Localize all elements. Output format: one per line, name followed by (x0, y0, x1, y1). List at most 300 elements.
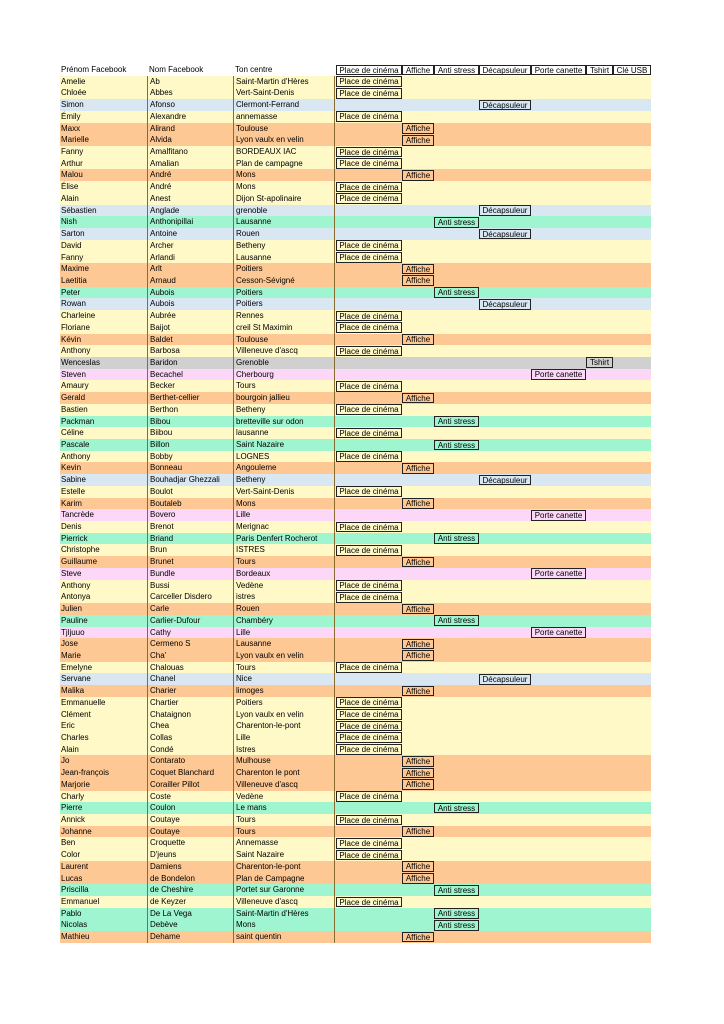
prize-cell: Décapsuleur (479, 475, 531, 486)
table-row (60, 169, 651, 181)
center-cell: Lyon vaulx en velin (233, 650, 335, 662)
center-cell: Charenton-le-pont (233, 861, 335, 873)
header-cinema: Place de cinéma (336, 65, 402, 76)
last-name-cell: Baijot (147, 322, 233, 334)
center-cell: Le mans (233, 802, 335, 814)
table-row (60, 462, 651, 474)
table-row (60, 87, 651, 99)
last-name-cell: Cermeno S (147, 638, 233, 650)
table-row (60, 134, 651, 146)
center-cell: Betheny (233, 404, 335, 416)
center-cell: Cesson-Sévigné (233, 275, 335, 287)
table-row (60, 767, 651, 779)
table-row (60, 439, 651, 451)
last-name-cell: Chea (147, 720, 233, 732)
prize-cell: Place de cinéma (336, 744, 402, 755)
first-name-cell: Nicolas (61, 920, 88, 930)
center-cell: creil St Maximin (233, 322, 335, 334)
prize-cell: Place de cinéma (336, 322, 402, 333)
prize-cell: Place de cinéma (336, 732, 402, 743)
table-row (60, 685, 651, 697)
center-cell: Lyon vaulx en velin (233, 709, 335, 721)
center-cell: Lyon vaulx en velin (233, 134, 335, 146)
last-name-cell: Boutaleb (147, 498, 233, 510)
prize-cell: Place de cinéma (336, 428, 402, 439)
prize-cell: Anti stress (434, 287, 479, 298)
prize-cell: Décapsuleur (479, 229, 531, 240)
last-name-cell: Coste (147, 791, 233, 803)
table-row (60, 76, 651, 88)
center-cell: Lille (233, 627, 335, 639)
first-name-cell: Gerald (61, 393, 86, 403)
center-cell: Annemasse (233, 837, 335, 849)
center-cell: Plan de Campagne (233, 873, 335, 885)
first-name-cell: Charleine (61, 311, 96, 321)
last-name-cell: Bonneau (147, 462, 233, 474)
last-name-cell: Aubois (147, 287, 233, 299)
prize-cell: Place de cinéma (336, 897, 402, 908)
prize-cell: Place de cinéma (336, 111, 402, 122)
first-name-cell: Christophe (61, 545, 100, 555)
last-name-cell: Amalfitano (147, 146, 233, 158)
prize-cell: Place de cinéma (336, 545, 402, 556)
first-name-cell: Denis (61, 522, 82, 532)
table-row (60, 931, 651, 943)
last-name-cell: Archer (147, 240, 233, 252)
first-name-cell: Céline (61, 428, 84, 438)
center-cell: Vert-Saint-Denis (233, 87, 335, 99)
first-name-cell: Jose (61, 639, 78, 649)
prize-cell: Place de cinéma (336, 404, 402, 415)
first-name-cell: Steve (61, 568, 82, 578)
center-cell: Tours (233, 814, 335, 826)
center-cell: Lille (233, 732, 335, 744)
center-cell: Mons (233, 169, 335, 181)
last-name-cell: Baridon (147, 357, 233, 369)
last-name-cell: Contarato (147, 755, 233, 767)
last-name-cell: Chalouas (147, 662, 233, 674)
center-cell: Tours (233, 556, 335, 568)
table-row (60, 697, 651, 709)
first-name-cell: Antonya (61, 592, 91, 602)
prize-cell: Décapsuleur (479, 205, 531, 216)
table-row (60, 275, 651, 287)
first-name-cell: Pauline (61, 615, 88, 625)
header-tshirt: Tshirt (586, 65, 613, 76)
first-name-cell: Mathieu (61, 932, 90, 942)
table-row (60, 216, 651, 228)
center-cell: saint quentin (233, 931, 335, 943)
table-row (60, 416, 651, 428)
table-row (60, 896, 651, 908)
prize-cell: Place de cinéma (336, 346, 402, 357)
table-row (60, 486, 651, 498)
table-row (60, 826, 651, 838)
prize-cell: Place de cinéma (336, 381, 402, 392)
center-cell: BORDEAUX IAC (233, 146, 335, 158)
prize-cell: Affiche (402, 686, 434, 697)
table-row (60, 814, 651, 826)
table-row (60, 873, 651, 885)
last-name-cell: Damiens (147, 861, 233, 873)
last-name-cell: Anthonipillai (147, 216, 233, 228)
first-name-cell: Laetitia (61, 275, 87, 285)
first-name-cell: Chloée (61, 88, 87, 98)
last-name-cell: Alexandre (147, 111, 233, 123)
table-row (60, 404, 651, 416)
first-name-cell: Emmanuelle (61, 697, 106, 707)
last-name-cell: Brenot (147, 521, 233, 533)
first-name-cell: Kévin (61, 334, 82, 344)
first-name-cell: Fanny (61, 252, 84, 262)
prize-cell: Place de cinéma (336, 815, 402, 826)
prize-cell: Affiche (402, 650, 434, 661)
last-name-cell: Arnaud (147, 275, 233, 287)
center-cell: Clermont-Ferrand (233, 99, 335, 111)
center-cell: Rennes (233, 310, 335, 322)
center-cell: Lausanne (233, 638, 335, 650)
last-name-cell: Debève (147, 919, 233, 931)
prize-cell: Décapsuleur (479, 674, 531, 685)
first-name-cell: Amaury (61, 381, 89, 391)
prize-cell: Porte canette (531, 510, 586, 521)
prize-cell: Affiche (402, 170, 434, 181)
first-name-cell: Simon (61, 100, 84, 110)
prize-cell: Porte canette (531, 369, 586, 380)
first-name-cell: Emelyne (61, 662, 93, 672)
last-name-cell: Arlt (147, 263, 233, 275)
table-row (60, 228, 651, 240)
table-row (60, 205, 651, 217)
prize-cell: Place de cinéma (336, 662, 402, 673)
center-cell: annemasse (233, 111, 335, 123)
prize-cell: Tshirt (586, 357, 613, 368)
prize-cell: Affiche (402, 826, 434, 837)
table-row (60, 357, 651, 369)
table-row (60, 380, 651, 392)
last-name-cell: Biibou (147, 427, 233, 439)
last-name-cell: Croquette (147, 837, 233, 849)
table-row (60, 638, 651, 650)
last-name-cell: Bibou (147, 416, 233, 428)
last-name-cell: Briand (147, 533, 233, 545)
center-cell: Poitiers (233, 697, 335, 709)
last-name-cell: Baldet (147, 334, 233, 346)
table-row (60, 181, 651, 193)
last-name-cell: Bouhadjar Ghezzali (147, 474, 233, 486)
last-name-cell: Bussi (147, 580, 233, 592)
first-name-cell: Annick (61, 815, 86, 824)
prize-cell: Place de cinéma (336, 193, 402, 204)
table-row (60, 908, 651, 920)
prize-cell: Place de cinéma (336, 158, 402, 169)
last-name-cell: De La Vega (147, 908, 233, 920)
first-name-cell: Charles (61, 732, 89, 742)
first-name-cell: Karim (61, 498, 82, 508)
first-name-cell: Sabine (61, 475, 86, 485)
center-cell: Lausanne (233, 216, 335, 228)
last-name-cell: Carceller Disdero (147, 591, 233, 603)
center-cell: Saint-Martin d'Hères (233, 76, 335, 88)
table-row (60, 544, 651, 556)
header-porte-canette: Porte canette (531, 65, 586, 76)
prize-cell: Affiche (402, 557, 434, 568)
first-name-cell: Guillaume (61, 557, 98, 567)
table-row (60, 603, 651, 615)
center-cell: grenoble (233, 205, 335, 217)
first-name-cell: Jean-françois (61, 768, 110, 778)
first-name-cell: Arthur (61, 158, 83, 168)
prize-cell: Affiche (402, 463, 434, 474)
center-cell: Betheny (233, 240, 335, 252)
prize-cell: Anti stress (434, 440, 479, 451)
first-name-cell: Alain (61, 744, 79, 754)
last-name-cell: Billon (147, 439, 233, 451)
prize-cell: Place de cinéma (336, 697, 402, 708)
header-affiche: Affiche (402, 65, 434, 76)
center-cell: Dijon St-apolinaire (233, 193, 335, 205)
table-row (60, 298, 651, 310)
table-row (60, 509, 651, 521)
last-name-cell: André (147, 181, 233, 193)
center-cell: Saint Nazaire (233, 439, 335, 451)
table-row (60, 158, 651, 170)
first-name-cell: Marjorie (61, 779, 90, 789)
prize-cell: Place de cinéma (336, 721, 402, 732)
first-name-cell: Maxx (61, 123, 81, 133)
table-row (60, 755, 651, 767)
prize-cell: Anti stress (434, 920, 479, 931)
last-name-cell: Aubrée (147, 310, 233, 322)
table-row (60, 287, 651, 299)
table-row (60, 884, 651, 896)
center-cell: istres (233, 591, 335, 603)
center-cell: Vedène (233, 791, 335, 803)
prize-cell: Place de cinéma (336, 838, 402, 849)
last-name-cell: Alirand (147, 123, 233, 135)
center-cell: LOGNES (233, 451, 335, 463)
table-row (60, 615, 651, 627)
center-cell: Toulouse (233, 123, 335, 135)
first-name-cell: Clément (61, 709, 91, 719)
center-cell: Poitiers (233, 298, 335, 310)
last-name-cell: de Keyzer (147, 896, 233, 908)
center-cell: Villeneuve d'ascq (233, 345, 335, 357)
center-cell: Saint-Martin d'Hères (233, 908, 335, 920)
last-name-cell: Coquet Blanchard (147, 767, 233, 779)
last-name-cell: André (147, 169, 233, 181)
first-name-cell: Pablo (61, 908, 82, 918)
first-name-cell: Tjljuuo (61, 627, 85, 637)
last-name-cell: Coutaye (147, 826, 233, 838)
center-cell: Grenoble (233, 357, 335, 369)
center-cell: Chambéry (233, 615, 335, 627)
center-cell: Toulouse (233, 334, 335, 346)
prize-cell: Anti stress (434, 217, 479, 228)
table-row (60, 252, 651, 264)
first-name-cell: Tancrède (61, 510, 94, 520)
prize-cell: Anti stress (434, 803, 479, 814)
first-name-cell: Estelle (61, 486, 86, 496)
last-name-cell: Cha' (147, 650, 233, 662)
last-name-cell: Charier (147, 685, 233, 697)
first-name-cell: Malika (61, 686, 85, 696)
first-name-cell: Bastien (61, 404, 88, 414)
table-row (60, 732, 651, 744)
table-row (60, 322, 651, 334)
center-cell: Rouen (233, 228, 335, 240)
prize-cell: Affiche (402, 779, 434, 790)
prize-cell: Place de cinéma (336, 311, 402, 322)
table-row (60, 533, 651, 545)
center-cell: Mons (233, 919, 335, 931)
prize-cell: Place de cinéma (336, 451, 402, 462)
last-name-cell: Dehame (147, 931, 233, 943)
table-row (60, 802, 651, 814)
prize-cell: Affiche (402, 498, 434, 509)
prize-cell: Place de cinéma (336, 592, 402, 603)
prize-cell: Place de cinéma (336, 850, 402, 861)
center-cell: Lille (233, 509, 335, 521)
center-cell: Rouen (233, 603, 335, 615)
prize-cell: Affiche (402, 393, 434, 404)
first-name-cell: Alain (61, 193, 79, 203)
header-anti-stress: Anti stress (434, 65, 479, 76)
last-name-cell: Becker (147, 380, 233, 392)
last-name-cell: Alvida (147, 134, 233, 146)
prize-cell: Place de cinéma (336, 522, 402, 533)
first-name-cell: Emmanuel (61, 897, 100, 907)
center-cell: Poitiers (233, 263, 335, 275)
last-name-cell: Barbosa (147, 345, 233, 357)
prize-cell: Affiche (402, 768, 434, 779)
table-row (60, 720, 651, 732)
last-name-cell: Coutaye (147, 814, 233, 826)
last-name-cell: Becachel (147, 369, 233, 381)
first-name-cell: Floriane (61, 322, 90, 332)
prize-cell: Place de cinéma (336, 252, 402, 263)
last-name-cell: Coulon (147, 802, 233, 814)
first-name-cell: Amelie (61, 76, 86, 86)
first-name-cell: Sarton (61, 229, 85, 239)
center-cell: Villeneuve d'ascq (233, 896, 335, 908)
center-cell: Saint Nazaire (233, 849, 335, 861)
first-name-cell: Anthony (61, 580, 91, 590)
first-name-cell: Servane (61, 674, 91, 684)
header-decapsuleur: Décapsuleur (479, 65, 531, 76)
first-name-cell: Fanny (61, 147, 84, 157)
table-row (60, 146, 651, 158)
center-cell: Nice (233, 673, 335, 685)
table-row (60, 263, 651, 275)
table-row (60, 919, 651, 931)
last-name-cell: Bobby (147, 451, 233, 463)
table-row (60, 849, 651, 861)
last-name-cell: Berthet-cellier (147, 392, 233, 404)
first-name-cell: Anthony (61, 346, 91, 356)
center-cell: Merignac (233, 521, 335, 533)
first-name-cell: Julien (61, 604, 82, 614)
prize-cell: Décapsuleur (479, 100, 531, 111)
last-name-cell: Boulot (147, 486, 233, 498)
table-row (60, 650, 651, 662)
center-cell: Vedène (233, 580, 335, 592)
first-name-cell: Wenceslas (61, 357, 100, 367)
prize-cell: Affiche (402, 135, 434, 146)
last-name-cell: Carle (147, 603, 233, 615)
prize-cell: Affiche (402, 639, 434, 650)
center-cell: bourgoin jallieu (233, 392, 335, 404)
table-row (60, 474, 651, 486)
last-name-cell: Aubois (147, 298, 233, 310)
first-name-cell: Charly (61, 791, 85, 801)
last-name-cell: Bovero (147, 509, 233, 521)
center-cell: Plan de campagne (233, 158, 335, 170)
prize-cell: Place de cinéma (336, 580, 402, 591)
center-cell: lausanne (233, 427, 335, 439)
first-name-cell: Rowan (61, 299, 86, 309)
prize-cell: Place de cinéma (336, 76, 402, 87)
last-name-cell: Brunet (147, 556, 233, 568)
center-cell: Charenton le pont (233, 767, 335, 779)
first-name-cell: Sébastien (61, 205, 97, 215)
last-name-cell: Chanel (147, 673, 233, 685)
prize-cell: Affiche (402, 861, 434, 872)
prize-cell: Affiche (402, 275, 434, 286)
prize-cell: Porte canette (531, 627, 586, 638)
prize-cell: Anti stress (434, 416, 479, 427)
table-row (60, 369, 651, 381)
table-row (60, 744, 651, 756)
last-name-cell: Carlier-Dufour (147, 615, 233, 627)
center-cell: ISTRES (233, 544, 335, 556)
first-name-cell: Steven (61, 369, 86, 379)
first-name-cell: David (61, 240, 82, 250)
center-cell: Tours (233, 826, 335, 838)
table-row (60, 673, 651, 685)
prize-cell: Affiche (402, 873, 434, 884)
center-cell: Mons (233, 498, 335, 510)
table-row (60, 709, 651, 721)
prize-cell: Affiche (402, 932, 434, 943)
table-row (60, 123, 651, 135)
last-name-cell: Arlandi (147, 252, 233, 264)
prize-cell: Porte canette (531, 568, 586, 579)
header-center: Ton centre (235, 65, 273, 74)
last-name-cell: Bundle (147, 568, 233, 580)
first-name-cell: Anthony (61, 451, 91, 461)
table-row (60, 193, 651, 205)
first-name-cell: Packman (61, 416, 95, 426)
last-name-cell: D'jeuns (147, 849, 233, 861)
table-row (60, 779, 651, 791)
last-name-cell: Afonso (147, 99, 233, 111)
last-name-cell: Abbes (147, 87, 233, 99)
first-name-cell: Eric (61, 721, 75, 731)
prize-cell: Affiche (402, 334, 434, 345)
first-name-cell: Peter (61, 287, 81, 297)
prize-cell: Place de cinéma (336, 240, 402, 251)
table-row (60, 451, 651, 463)
prize-cell: Place de cinéma (336, 709, 402, 720)
table-row (60, 99, 651, 111)
center-cell: Cherbourg (233, 369, 335, 381)
first-name-cell: Lucas (61, 873, 83, 883)
first-name-cell: Color (61, 850, 81, 860)
prize-cell: Place de cinéma (336, 791, 402, 802)
prize-cell: Affiche (402, 756, 434, 767)
center-cell: Poitiers (233, 287, 335, 299)
